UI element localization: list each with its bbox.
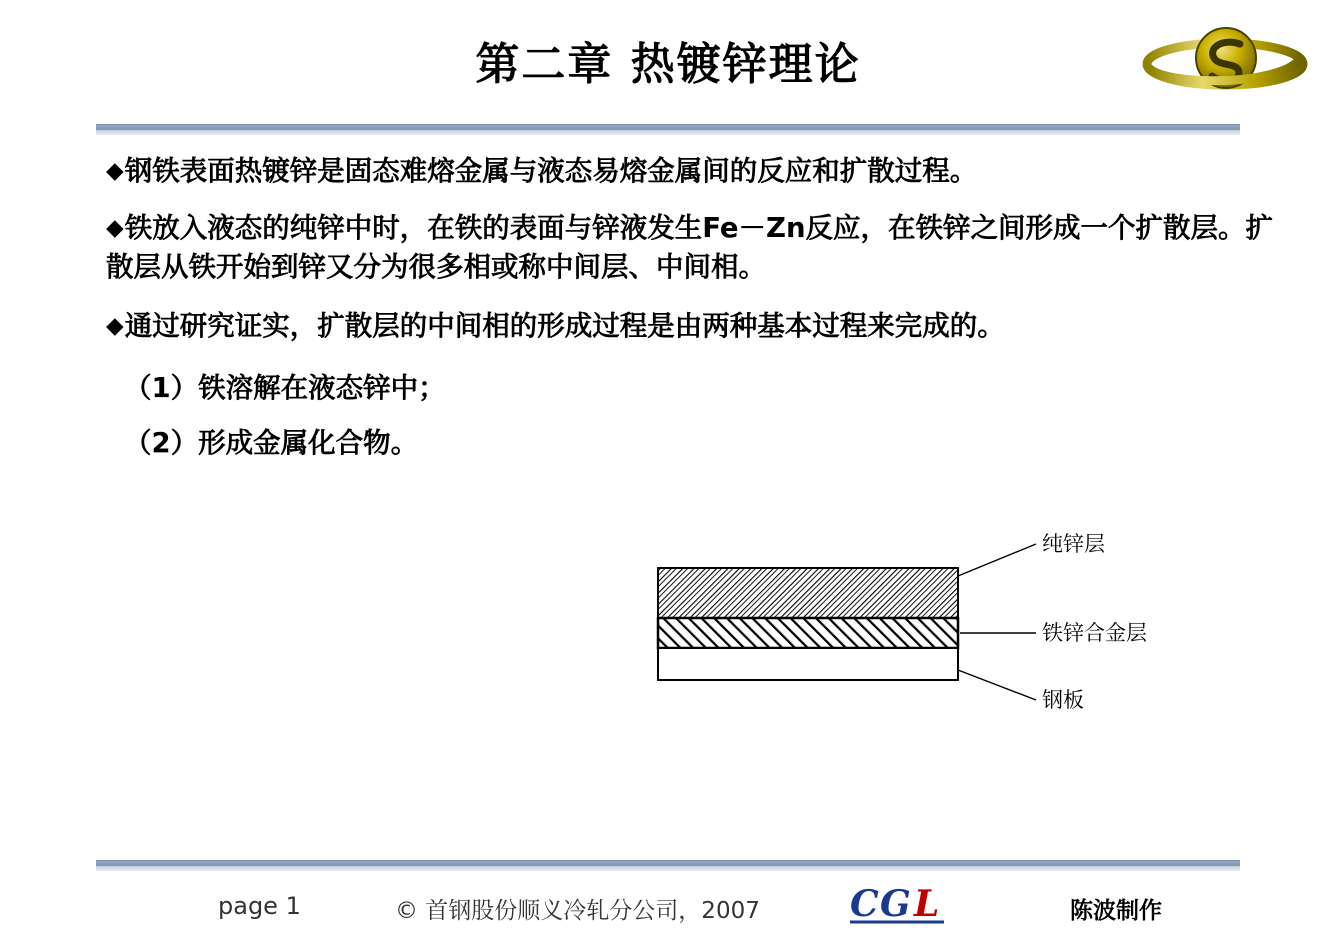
paragraph-3	[106, 307, 1276, 346]
diagram-label-0: 纯锌层	[1042, 532, 1105, 556]
company-logo	[1140, 14, 1310, 106]
bullet-icon: ◆	[106, 313, 124, 340]
paragraph-2	[106, 209, 1276, 287]
bullet-icon: ◆	[106, 158, 124, 184]
page-title: 第二章 热镀锌理论	[475, 39, 861, 90]
paragraph-1-text: 钢铁表面热镀锌是固态难熔金属与液态易熔金属间的反应和扩散过程。	[124, 155, 978, 187]
paragraph-3-text: 通过研究证实，扩散层的中间相的形成过程是由两种基本过程来完成的。	[124, 310, 1005, 343]
diagram-label-2: 钢板	[1042, 688, 1084, 712]
svg-text:C: C	[850, 883, 879, 925]
svg-text:G: G	[880, 883, 911, 925]
svg-text:L: L	[914, 883, 940, 925]
divider-bottom	[96, 860, 1240, 871]
bullet-icon: ◆	[106, 215, 124, 242]
footer-author: 陈波制作	[1070, 898, 1162, 924]
sub-item-1: （1）铁溶解在液态锌中；	[124, 372, 446, 405]
divider-top	[96, 124, 1240, 135]
paragraph-2-text: 铁放入液态的纯锌中时，在铁的表面与锌液发生Fe－Zn反应，在铁锌之间形成一个扩散层。扩散层从铁开始到锌又分为很多相或称中间层、中间相。	[106, 212, 1274, 284]
sub-item-2: （2）形成金属化合物。	[124, 427, 419, 460]
paragraph-1	[106, 152, 1276, 191]
coating-layers-diagram	[640, 520, 1220, 730]
footer-page-number: page 1	[218, 892, 301, 920]
diagram-label-1: 铁锌合金层	[1042, 621, 1147, 645]
footer-copyright: © 首钢股份顺义冷轧分公司，2007	[395, 898, 760, 924]
cgl-logo	[848, 882, 1008, 928]
slide-body	[106, 152, 1276, 465]
